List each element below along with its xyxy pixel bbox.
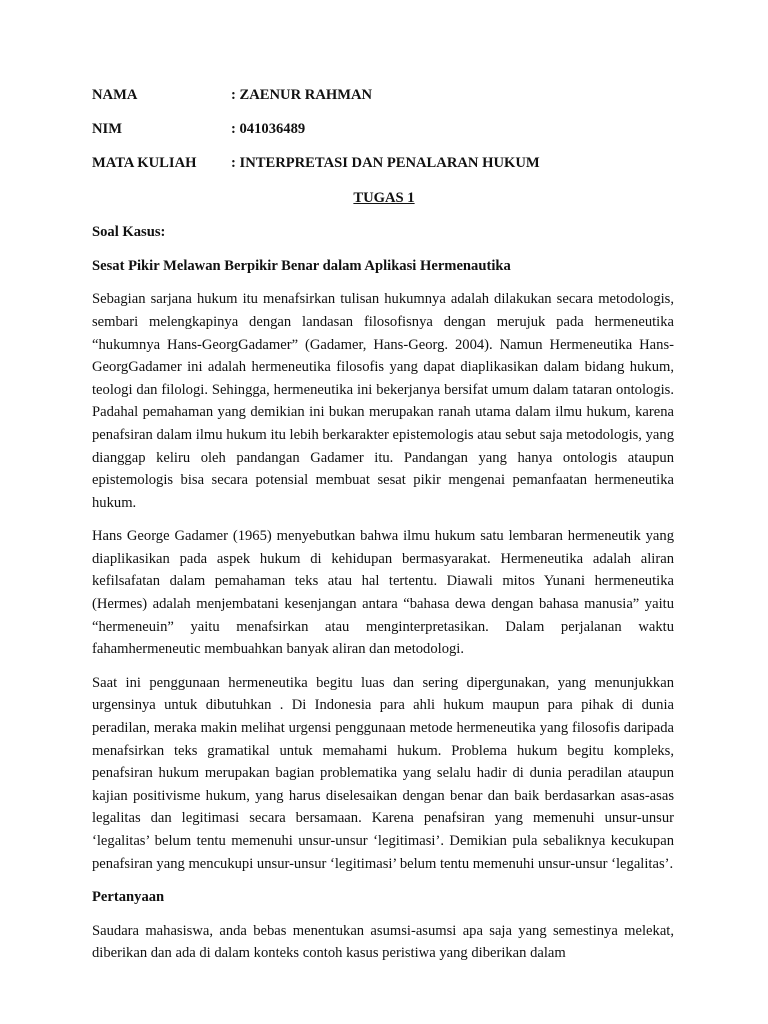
nama-label: NAMA [92,87,138,103]
nama-value: : ZAENUR RAHMAN [231,87,373,103]
mata-kuliah-value: : INTERPRETASI DAN PENALARAN HUKUM [231,155,540,172]
info-row-nim [92,118,674,141]
info-row-mata-kuliah [92,152,674,175]
document-page [92,84,674,976]
nim-label: NIM [92,121,122,138]
task-title: TUGAS 1 [353,189,415,206]
paragraph-3: Saat ini penggunaan hermeneutika begitu luas dan sering dipergunakan, yang menunjukkan urgensinya untuk dibutuhkan . Di Indonesia para ahli hukum maupun para pihak di dunia peradilan, meraka makin melihat urgensi penggunaan metode hermeneutika yang filosofis daripada menafsirkan teks gramatikal untuk memahami hukum. Problema hukum begitu kompleks, penafsiran hukum merupakan bagian problematika yang selalu hadir di dunia peradilan ataupun kajian positivisme hukum, yang harus diselesaikan dengan benar dan baik berdasarkan asas-asas legalitas dan legitimasi secara bersamaan. Karena penafsiran yang memenuhi unsur-unsur ‘legalitas’ belum tentu memenuhi unsur-unsur ‘legitimasi’. Demikian pula sebaliknya kecukupan penafsiran yang mencukupi unsur-unsur ‘legitimasi’ belum tentu memenuhi unsur-unsur ‘legalitas’. [92,674,674,872]
info-row-nama [92,84,674,107]
nim-value: : 041036489 [231,121,306,138]
paragraph-2: Hans George Gadamer (1965) menyebutkan bahwa ilmu hukum satu lembaran hermeneutik yang diaplikasikan pada aspek hukum di kehidupan bermasyarakat. Hermeneutika adalah aliran kefilsafatan dalam pemahaman teks atau hal tertentu. Diawali mitos Yunani hermeneutika (Hermes) adalah menjembatani kesenjangan antara “bahasa dewa dengan bahasa manusia” yaitu “hermeneuin” yaitu menafsirkan atau menginterpretasikan. Dalam perjalanan waktu fahamhermeneutic membuahkan banyak aliran dan metodologi. [92,528,674,658]
case-heading: Soal Kasus: [92,224,166,241]
paragraph-4: Saudara mahasiswa, anda bebas menentukan asumsi-asumsi apa saja yang semestinya melekat, diberikan dan ada di dalam konteks contoh kasus peristiwa yang diberikan dalam [92,922,674,962]
paragraph-1: Sebagian sarjana hukum itu menafsirkan tulisan hukumnya adalah dilakukan secara metodologis, sembari melengkapinya dengan landasan filosofisnya dengan merujuk pada hermeneutika “hukumnya Hans-GeorgGadamer” (Gadamer, Hans-Georg. 2004). Namun Hermeneutika Hans-GeorgGadamer ini adalah hermeneutika filosofis yang dapat diaplikasikan dalam bidang hukum, teologi dan filologi. Sehingga, hermeneutika ini bekerjanya bersifat umum dalam tataran ontologis. Padahal pemahaman yang demikian ini bukan merupakan ranah utama dalam ilmu hukum, karena penafsiran dalam ilmu hukum itu lebih berkarakter epistemologis atau sebut saja metodologis, yang dianggap keliru oleh pandangan Gadamer itu. Pandangan yang hanya ontologis ataupun epistemologis bisa secara potensial membuat sesat pikir mengenai pemanfaatan hermeneutika hukum. [92,291,674,511]
case-title: Sesat Pikir Melawan Berpikir Benar dalam Aplikasi Hermenautika [92,257,511,274]
question-heading: Pertanyaan [92,889,165,906]
mata-kuliah-label: MATA KULIAH [92,155,197,172]
